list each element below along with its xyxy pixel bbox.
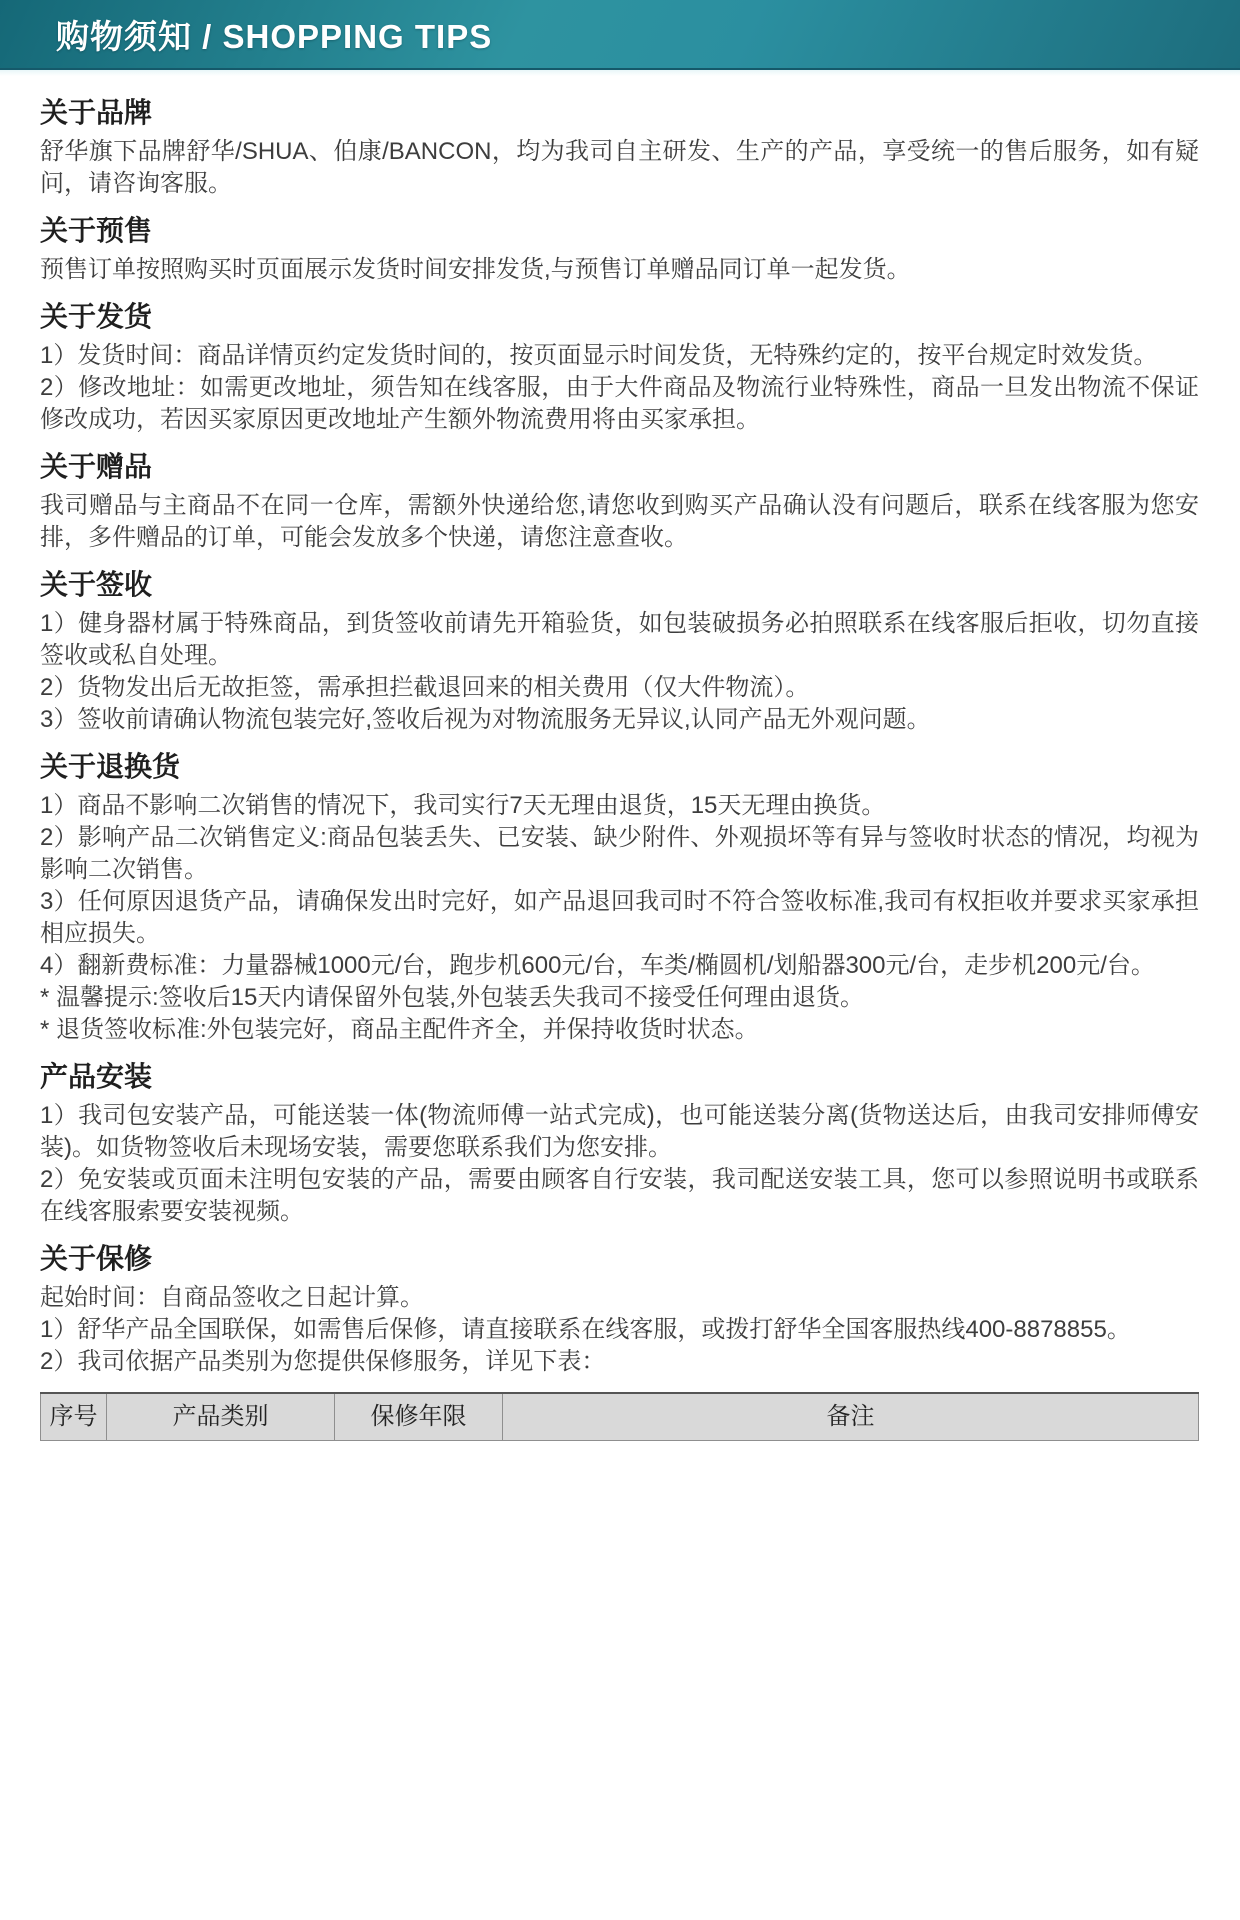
section-paragraph: 2）货物发出后无故拒签，需承担拦截退回来的相关费用（仅大件物流）。 (40, 674, 810, 701)
section-paragraph: 3）签收前请确认物流包装完好,签收后视为对物流服务无异议,认同产品无外观问题。 (40, 706, 931, 733)
section-heading: 关于赠品 (40, 451, 153, 482)
section-paragraph: 3）任何原因退货产品，请确保发出时完好，如产品退回我司时不符合签收标准,我司有权拒收并要求买家承担相应损失。 (40, 888, 1199, 947)
section-heading: 关于发货 (40, 301, 153, 332)
section-paragraph: 2）影响产品二次销售定义:商品包装丢失、已安装、缺少附件、外观损坏等有异与签收时状态的情况，均视为影响二次销售。 (40, 824, 1199, 883)
section-paragraph: 1）商品不影响二次销售的情况下，我司实行7天无理由退货，15天无理由换货。 (40, 792, 886, 819)
section-paragraph: 1）发货时间：商品详情页约定发货时间的，按页面显示时间发货，无特殊约定的，按平台规定时效发货。 (40, 342, 1158, 369)
section-paragraph: 舒华旗下品牌舒华/SHUA、伯康/BANCON，均为我司自主研发、生产的产品，享受统一的售后服务，如有疑问，请咨询客服。 (40, 138, 1199, 197)
col-header-category: 产品类别 (107, 1393, 335, 1441)
section-paragraph: 起始时间：自商品签收之日起计算。 (40, 1284, 424, 1311)
section-heading: 关于预售 (40, 215, 153, 246)
shopping-tips-content (0, 76, 1240, 1441)
section-paragraph: 2）免安装或页面未注明包安装的产品，需要由顾客自行安装，我司配送安装工具，您可以参照说明书或联系在线客服索要安装视频。 (40, 1166, 1199, 1225)
sections-container (40, 96, 1199, 1378)
section-heading: 产品安装 (40, 1061, 153, 1092)
page-title: 购物须知 / SHOPPING TIPS (56, 17, 493, 55)
section-heading: 关于品牌 (40, 97, 153, 128)
page-banner (0, 0, 1240, 70)
warranty-table-header (41, 1393, 1199, 1441)
section-paragraph: 2）我司依据产品类别为您提供保修服务，详见下表： (40, 1348, 606, 1375)
col-header-warranty: 保修年限 (335, 1393, 503, 1441)
section-paragraph: * 温馨提示:签收后15天内请保留外包装,外包装丢失我司不接受任何理由退货。 (40, 984, 865, 1011)
section-paragraph: 预售订单按照购买时页面展示发货时间安排发货,与预售订单赠品同订单一起发货。 (40, 256, 911, 283)
section-paragraph: * 退货签收标准:外包装完好，商品主配件齐全，并保持收货时状态。 (40, 1016, 759, 1043)
section-heading: 关于签收 (40, 569, 153, 600)
col-header-num: 序号 (41, 1393, 107, 1441)
col-header-note: 备注 (503, 1393, 1199, 1441)
section-heading: 关于退换货 (40, 751, 181, 782)
section-heading: 关于保修 (40, 1243, 153, 1274)
warranty-table (40, 1392, 1199, 1441)
section-paragraph: 4）翻新费标准：力量器械1000元/台，跑步机600元/台，车类/椭圆机/划船器300元/台，走步机200元/台。 (40, 952, 1155, 979)
section-paragraph: 我司赠品与主商品不在同一仓库，需额外快递给您,请您收到购买产品确认没有问题后，联系在线客服为您安排，多件赠品的订单，可能会发放多个快递，请您注意查收。 (40, 492, 1199, 551)
section-paragraph: 2）修改地址：如需更改地址，须告知在线客服，由于大件商品及物流行业特殊性，商品一旦发出物流不保证修改成功，若因买家原因更改地址产生额外物流费用将由买家承担。 (40, 374, 1199, 433)
section-paragraph: 1）健身器材属于特殊商品，到货签收前请先开箱验货，如包装破损务必拍照联系在线客服后拒收，切勿直接签收或私自处理。 (40, 610, 1199, 669)
section-paragraph: 1）我司包安装产品，可能送装一体(物流师傅一站式完成)，也可能送装分离(货物送达后，由我司安排师傅安装)。如货物签收后未现场安装，需要您联系我们为您安排。 (40, 1102, 1199, 1161)
section-paragraph: 1）舒华产品全国联保，如需售后保修，请直接联系在线客服，或拨打舒华全国客服热线400-8878855。 (40, 1316, 1131, 1343)
